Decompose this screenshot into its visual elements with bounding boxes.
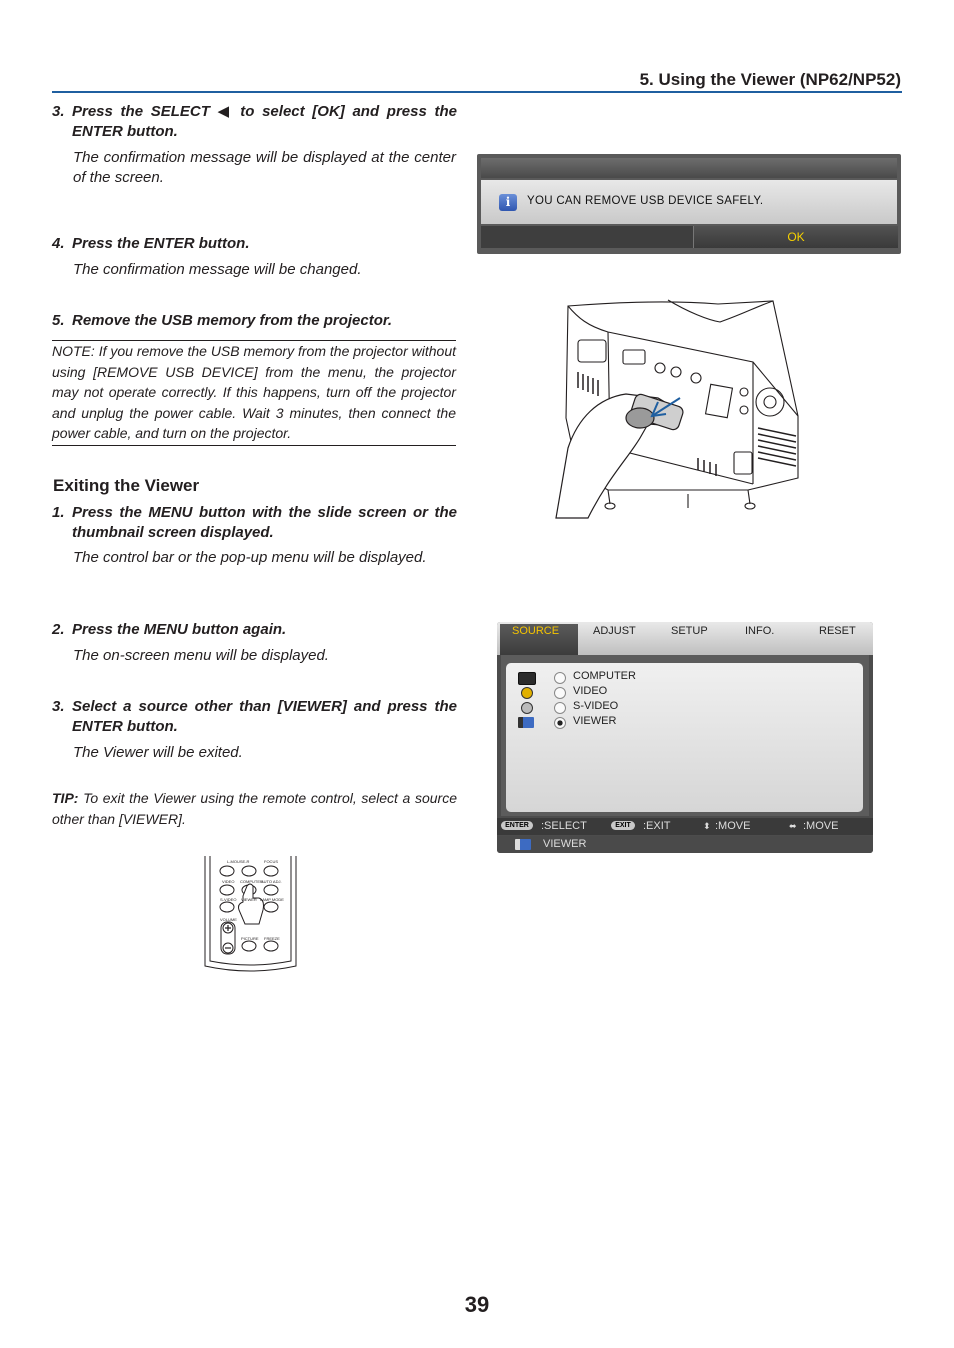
section-title: Exiting the Viewer [53, 476, 200, 495]
source-label: S-VIDEO [573, 700, 619, 712]
exit-step-2-description: The on-screen menu will be displayed. [73, 647, 329, 664]
remote-label-freeze: FREEZE [264, 936, 280, 941]
projector-usb-removal-illustration [548, 298, 806, 520]
header-rule [52, 91, 902, 93]
remote-label-picture: PICTURE [241, 936, 259, 941]
help-move-horizontal: :MOVE [803, 820, 839, 832]
help-move-vertical: :MOVE [715, 820, 751, 832]
tab-reset[interactable]: RESET [819, 625, 856, 637]
step-text: Press the MENU button with the slide screen or the thumbnail screen displayed. [72, 504, 457, 541]
step-number: 5. [52, 312, 65, 329]
exit-step-2 [52, 620, 457, 642]
viewer-icon [518, 717, 534, 728]
page-number: 39 [464, 1292, 490, 1317]
remote-outline [203, 856, 298, 973]
enter-key-icon: ENTER [501, 821, 533, 830]
remote-label-focus: FOCUS [264, 859, 278, 864]
tip-paragraph [52, 788, 457, 830]
step-text: Press the SELECT ◀ to select [OK] and press the ENTER button. [72, 103, 457, 140]
step-number: 3. [52, 698, 65, 715]
exit-step-3 [52, 697, 457, 739]
step-4-description: The confirmation message will be changed. [73, 261, 362, 278]
dialog-body [481, 180, 897, 224]
step-number: 3. [52, 103, 65, 120]
onscreen-menu-screenshot [497, 622, 873, 853]
tab-info[interactable]: INFO. [745, 625, 775, 637]
radio-button[interactable] [554, 702, 566, 714]
computer-icon [518, 672, 536, 685]
radio-button-selected[interactable] [554, 717, 566, 729]
help-exit: :EXIT [643, 820, 671, 832]
menu-panel [501, 655, 869, 816]
step-3-select-ok [52, 102, 457, 144]
remote-label-viewer: VIEWER [241, 897, 257, 902]
radio-button[interactable] [554, 687, 566, 699]
ok-button[interactable] [693, 226, 898, 248]
tip-text: To exit the Viewer using the remote control, select a source other than [VIEWER]. [52, 790, 457, 827]
step-number: 2. [52, 621, 65, 638]
step-text: Select a source other than [VIEWER] and press the ENTER button. [72, 698, 457, 735]
remote-control-illustration [203, 856, 298, 973]
help-select: :SELECT [541, 820, 587, 832]
exit-step-1 [52, 503, 457, 545]
exit-key-icon: EXIT [611, 821, 635, 830]
source-label: VIDEO [573, 685, 608, 697]
viewer-status-icon [515, 839, 531, 850]
remote-label-computer: COMPUTER [240, 879, 263, 884]
step-3-description: The confirmation message will be displayed at the center of the screen. [73, 149, 456, 186]
tab-source[interactable] [500, 624, 578, 655]
current-source-status: VIEWER [543, 838, 587, 850]
tip-label: TIP: [52, 790, 79, 806]
source-label: COMPUTER [573, 670, 636, 682]
step-number: 1. [52, 504, 65, 521]
tab-adjust[interactable]: ADJUST [593, 625, 636, 637]
left-right-arrows-icon: ⬌ [789, 821, 797, 831]
remote-label-l-mouse-r: L-MOUSE-R [227, 859, 250, 864]
remote-label-video: VIDEO [222, 879, 235, 884]
tab-setup[interactable]: SETUP [671, 625, 708, 637]
dialog-title-bar [481, 158, 897, 178]
source-item-video[interactable] [518, 685, 718, 700]
dialog-message: YOU CAN REMOVE USB DEVICE SAFELY. [527, 195, 764, 207]
source-label: VIEWER [573, 715, 617, 727]
remote-label-lamp-mode: LAMP MODE [260, 897, 284, 902]
source-item-s-video[interactable] [518, 700, 718, 715]
section-header-title: 5. Using the Viewer (NP62/NP52) [639, 70, 901, 89]
confirmation-dialog-screenshot [477, 154, 901, 254]
ok-button-label: OK [787, 230, 805, 244]
tab-source-label: SOURCE [512, 625, 560, 637]
radio-button[interactable] [554, 672, 566, 684]
step-number: 4. [52, 235, 65, 252]
video-icon [521, 687, 533, 699]
remote-label-auto-adj: AUTO ADJ. [261, 879, 282, 884]
step-5-remove-usb [52, 311, 457, 333]
source-item-computer[interactable] [518, 670, 718, 685]
source-item-viewer[interactable] [518, 715, 718, 730]
remote-label-s-video: S-VIDEO [220, 897, 237, 902]
note-box: NOTE: If you remove the USB memory from the projector without using [REMOVE USB DEVICE] from the menu, the projector may not operate correctly. If this happens, turn off the projector and unplug the power cable. Wait 3 minutes, then connect the power cable, and turn on the projector. [52, 340, 456, 446]
exit-step-3-description: The Viewer will be exited. [73, 744, 243, 761]
step-4-press-enter [52, 234, 457, 256]
dialog-button-bar [481, 226, 897, 248]
s-video-icon [521, 702, 533, 714]
step-text: Press the MENU button again. [72, 621, 287, 638]
menu-help-bar [497, 818, 873, 835]
step-text: Press the ENTER button. [72, 235, 250, 252]
info-icon: i [499, 194, 517, 211]
menu-tab-bar [497, 622, 873, 655]
menu-status-bar [497, 836, 873, 853]
up-down-arrows-icon: ⬍ [703, 821, 711, 831]
remote-label-volume: VOLUME [220, 917, 237, 922]
source-list [506, 663, 863, 812]
exit-step-1-description: The control bar or the pop-up menu will be displayed. [73, 549, 427, 566]
step-text: Remove the USB memory from the projector. [72, 312, 393, 329]
